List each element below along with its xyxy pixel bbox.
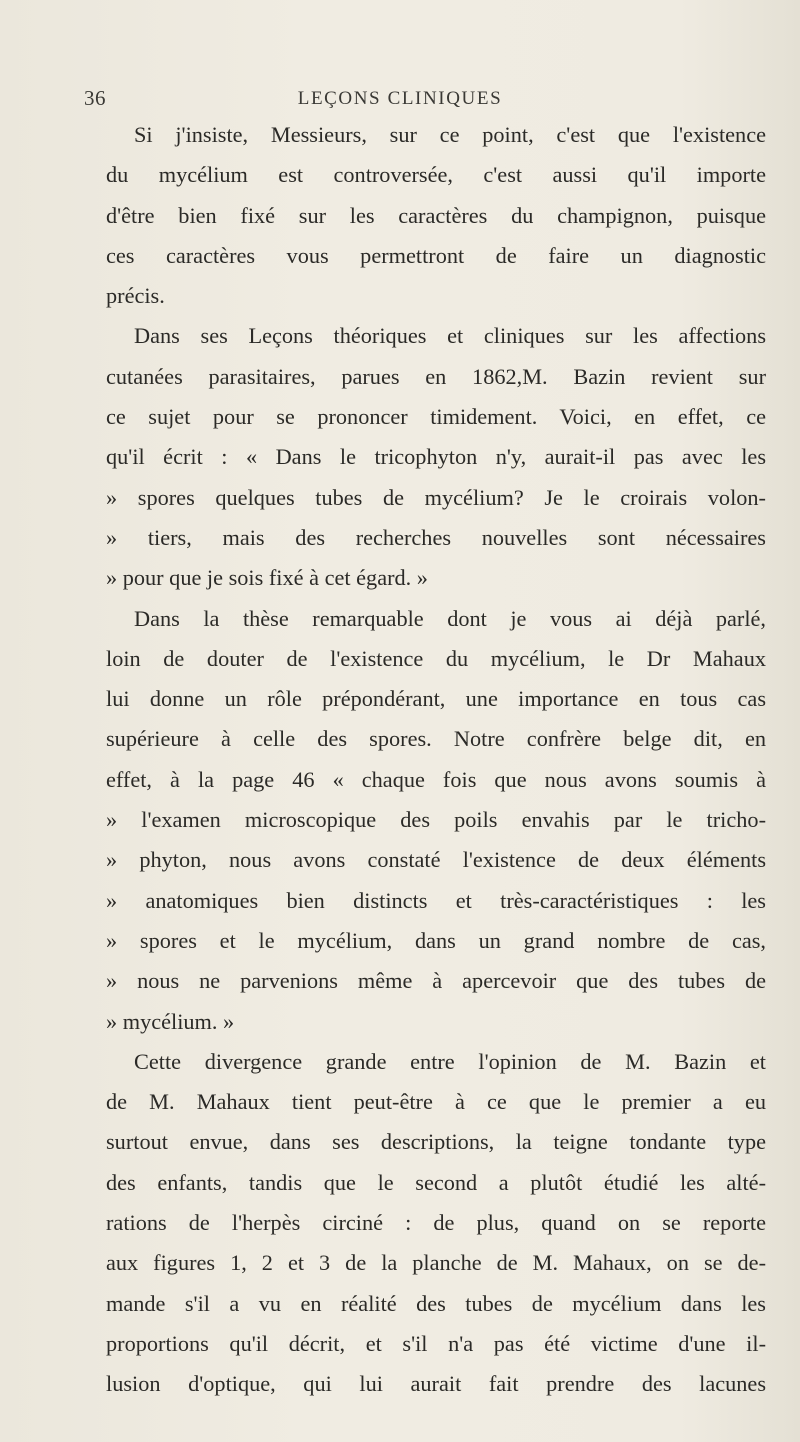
text-line: » spores et le mycélium, dans un grand nombre de cas, [106, 927, 766, 953]
text-line: mande s'il a vu en réalité des tubes de mycélium dans les [106, 1290, 766, 1316]
text-line: effet, à la page 46 « chaque fois que nous avons soumis à [106, 766, 766, 792]
text-line: Dans ses Leçons théoriques et cliniques sur les affections [134, 323, 766, 349]
text-line: du mycélium est controversée, c'est aussi qu'il importe [106, 162, 766, 188]
text-line: loin de douter de l'existence du mycélium, le Dr Mahaux [106, 645, 766, 671]
text-line: » mycélium. » [106, 1008, 235, 1034]
text-line: » phyton, nous avons constaté l'existence de deux éléments [106, 847, 766, 873]
text-line: » pour que je sois fixé à cet égard. » [106, 565, 428, 591]
text-line: » tiers, mais des recherches nouvelles sont nécessaires [106, 524, 766, 550]
text-line: rations de l'herpès circiné : de plus, quand on se reporte [106, 1210, 766, 1236]
text-line: supérieure à celle des spores. Notre confrère belge dit, en [106, 726, 766, 752]
page-number: 36 [84, 86, 106, 110]
text-line: d'être bien fixé sur les caractères du champignon, puisque [106, 202, 766, 228]
text-line: » anatomiques bien distincts et très-caractéristiques : les [106, 887, 766, 913]
body-text [106, 115, 766, 1405]
text-line: » spores quelques tubes de mycélium? Je le croirais volon- [106, 484, 766, 510]
text-line: surtout envue, dans ses descriptions, la teigne tondante type [106, 1129, 766, 1155]
text-line: des enfants, tandis que le second a plutôt étudié les alté- [106, 1169, 766, 1195]
text-line: » nous ne parvenions même à apercevoir que des tubes de [106, 968, 766, 994]
text-line: aux figures 1, 2 et 3 de la planche de M. Mahaux, on se de- [106, 1250, 766, 1276]
text-line: Dans la thèse remarquable dont je vous ai déjà parlé, [134, 605, 766, 631]
text-line: Si j'insiste, Messieurs, sur ce point, c'est que l'existence [134, 122, 766, 147]
text-line: qu'il écrit : « Dans le tricophyton n'y, aurait-il pas avec les [106, 444, 766, 470]
text-line: » l'examen microscopique des poils envahis par le tricho- [106, 807, 766, 833]
text-line: de M. Mahaux tient peut-être à ce que le premier a eu [106, 1089, 766, 1115]
text-line: cutanées parasitaires, parues en 1862,M. Bazin revient sur [106, 363, 766, 389]
text-line: ces caractères vous permettront de faire un diagnostic [106, 242, 766, 268]
text-line: lusion d'optique, qui lui aurait fait prendre des lacunes [106, 1371, 766, 1397]
text-line: ce sujet pour se prononcer timidement. Voici, en effet, ce [106, 404, 766, 430]
text-line: Cette divergence grande entre l'opinion de M. Bazin et [134, 1048, 766, 1074]
running-title: LEÇONS CLINIQUES [297, 88, 503, 109]
text-line: proportions qu'il décrit, et s'il n'a pas été victime d'une il- [106, 1330, 766, 1356]
text-line: lui donne un rôle prépondérant, une importance en tous cas [106, 686, 766, 712]
text-line: précis. [106, 283, 165, 309]
